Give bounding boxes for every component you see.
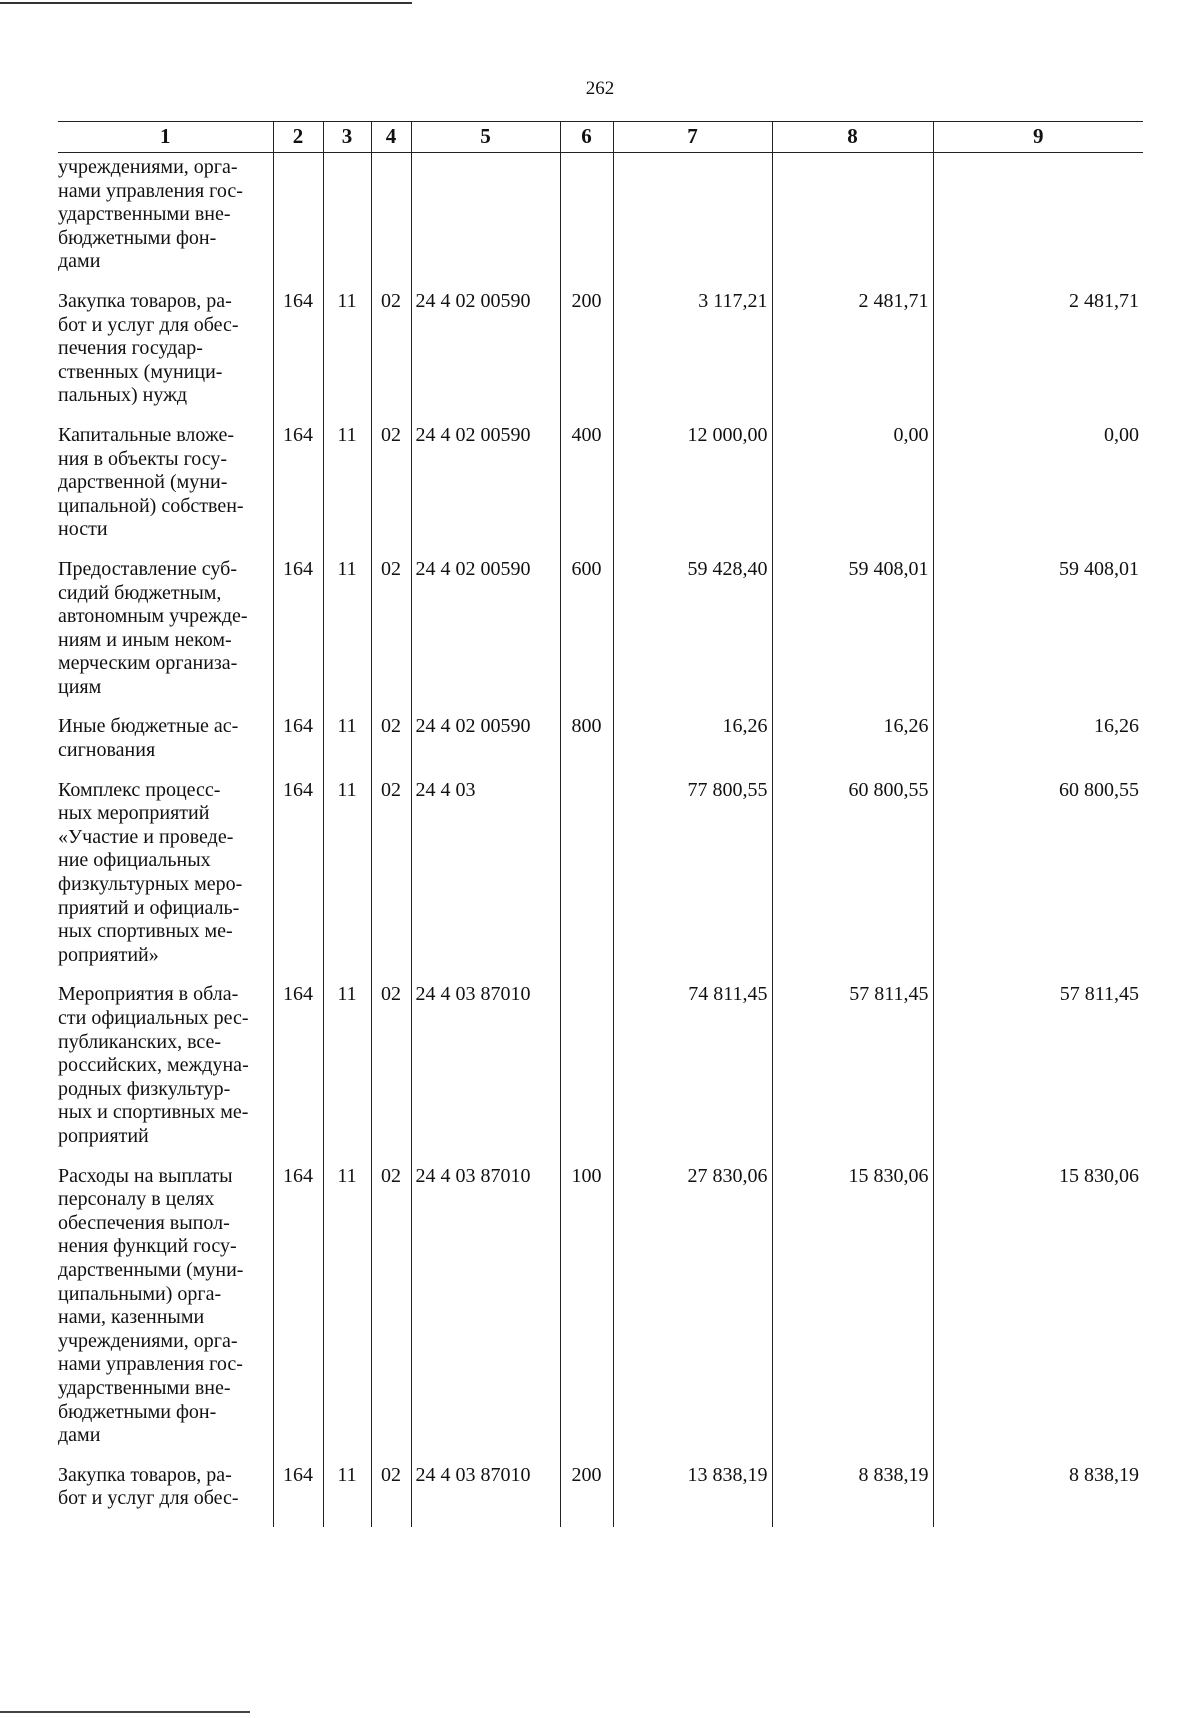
table-row (58, 715, 1143, 778)
table-row (58, 1165, 1143, 1464)
row-name-line: роприятий» (58, 943, 159, 966)
row-name-line: ципальной) собствен- (58, 494, 244, 517)
column-header: 5 (411, 122, 560, 153)
row-name-line: ных мероприятий (58, 802, 210, 825)
row-name-line: дарственной (муни- (58, 471, 228, 494)
row-name-line: дарственными (муни- (58, 1258, 244, 1281)
row-name-line: приятий и официаль- (58, 896, 240, 919)
amount-col9-cell: 16,26 (933, 715, 1143, 778)
row-name-line: Комплекс процесс- (58, 778, 221, 801)
table-row (58, 983, 1143, 1164)
column-header: 8 (772, 122, 933, 153)
row-name-line: ципальными) орга- (58, 1282, 222, 1305)
row-name-line: нами управления гос- (58, 1353, 243, 1376)
table-row (58, 153, 1143, 290)
amount-col8-cell: 16,26 (772, 715, 933, 778)
expense-type-cell: 200 (560, 1464, 613, 1527)
row-name-line: Расходы на выплаты (58, 1164, 233, 1187)
row-name-cell (58, 558, 273, 716)
budget-code-cell: 164 (273, 779, 323, 984)
scan-edge-line-top (0, 2, 412, 4)
amount-col8-cell: 8 838,19 (772, 1464, 933, 1527)
row-name-line: Предоставление суб- (58, 557, 237, 580)
subsection-code-cell: 02 (371, 779, 411, 984)
table-row (58, 558, 1143, 716)
row-name-cell (58, 424, 273, 558)
amount-col7-cell: 77 800,55 (613, 779, 772, 984)
amount-col9-cell: 15 830,06 (933, 1165, 1143, 1464)
scan-edge-line-bottom (0, 1711, 250, 1713)
subsection-code-cell: 02 (371, 1464, 411, 1527)
section-code-cell: 11 (323, 290, 371, 424)
amount-col8-cell: 15 830,06 (772, 1165, 933, 1464)
row-name-line: Закупка товаров, ра- (58, 1463, 232, 1486)
section-code-cell (323, 153, 371, 290)
budget-code-cell: 164 (273, 424, 323, 558)
amount-col8-cell: 60 800,55 (772, 779, 933, 984)
column-header: 2 (273, 122, 323, 153)
expense-type-cell: 600 (560, 558, 613, 716)
row-name-line: печения государ- (58, 337, 203, 360)
row-name-line: ние официальных (58, 849, 211, 872)
row-name-line: пальных) нужд (58, 384, 188, 407)
row-name-line: Мероприятия в обла- (58, 983, 239, 1006)
row-name-line: дами (58, 250, 101, 273)
subsection-code-cell: 02 (371, 715, 411, 778)
budget-code-cell: 164 (273, 558, 323, 716)
expense-type-cell (560, 779, 613, 984)
row-name-line: ниям и иным неком- (58, 628, 232, 651)
row-name-line: Капитальные вложе- (58, 423, 235, 446)
row-name-line: «Участие и проведе- (58, 825, 234, 848)
amount-col7-cell: 59 428,40 (613, 558, 772, 716)
budget-code-cell: 164 (273, 1165, 323, 1464)
row-name-cell (58, 1165, 273, 1464)
expense-type-cell (560, 983, 613, 1164)
row-name-line: Закупка товаров, ра- (58, 289, 232, 312)
table-row (58, 779, 1143, 984)
row-name-cell (58, 983, 273, 1164)
column-header: 1 (58, 122, 273, 153)
amount-col8-cell: 0,00 (772, 424, 933, 558)
column-header: 3 (323, 122, 371, 153)
budget-code-cell: 164 (273, 1464, 323, 1527)
target-article-cell: 24 4 02 00590 (411, 424, 560, 558)
row-name-line: сигнования (58, 739, 156, 762)
row-name-cell (58, 290, 273, 424)
table-body (58, 153, 1143, 1527)
row-name-line: нами управления гос- (58, 179, 243, 202)
subsection-code-cell: 02 (371, 424, 411, 558)
amount-col9-cell (933, 153, 1143, 290)
budget-code-cell: 164 (273, 715, 323, 778)
column-header: 9 (933, 122, 1143, 153)
row-name-line: физкультурных меро- (58, 873, 243, 896)
row-name-line: нами, казенными (58, 1306, 205, 1329)
amount-col9-cell: 60 800,55 (933, 779, 1143, 984)
table-row (58, 424, 1143, 558)
section-code-cell: 11 (323, 1165, 371, 1464)
amount-col9-cell: 59 408,01 (933, 558, 1143, 716)
row-name-line: учреждениями, орга- (58, 156, 238, 178)
section-code-cell: 11 (323, 424, 371, 558)
section-code-cell: 11 (323, 779, 371, 984)
subsection-code-cell: 02 (371, 983, 411, 1164)
amount-col9-cell: 8 838,19 (933, 1464, 1143, 1527)
row-name-line: ударственными вне- (58, 1376, 231, 1399)
row-name-line: мерческим организа- (58, 652, 238, 675)
amount-col7-cell: 16,26 (613, 715, 772, 778)
row-name-line: бюджетными фон- (58, 1400, 217, 1423)
amount-col9-cell: 2 481,71 (933, 290, 1143, 424)
row-name-cell (58, 153, 273, 290)
amount-col8-cell: 2 481,71 (772, 290, 933, 424)
amount-col7-cell: 74 811,45 (613, 983, 772, 1164)
row-name-line: нения функций госу- (58, 1235, 237, 1258)
section-code-cell: 11 (323, 558, 371, 716)
amount-col9-cell: 57 811,45 (933, 983, 1143, 1164)
row-name-line: ных и спортивных ме- (58, 1101, 249, 1124)
amount-col8-cell: 57 811,45 (772, 983, 933, 1164)
amount-col8-cell (772, 153, 933, 290)
section-code-cell: 11 (323, 715, 371, 778)
table-header-row (58, 122, 1143, 153)
subsection-code-cell: 02 (371, 558, 411, 716)
row-name-line: автономным учрежде- (58, 605, 248, 628)
amount-col7-cell (613, 153, 772, 290)
amount-col7-cell: 12 000,00 (613, 424, 772, 558)
target-article-cell (411, 153, 560, 290)
row-name-line: ственных (муници- (58, 360, 223, 383)
amount-col9-cell: 0,00 (933, 424, 1143, 558)
amount-col7-cell: 3 117,21 (613, 290, 772, 424)
table-row (58, 1464, 1143, 1527)
target-article-cell: 24 4 03 87010 (411, 1165, 560, 1464)
column-header: 4 (371, 122, 411, 153)
amount-col8-cell: 59 408,01 (772, 558, 933, 716)
budget-code-cell: 164 (273, 290, 323, 424)
budget-code-cell (273, 153, 323, 290)
row-name-line: сидий бюджетным, (58, 581, 222, 604)
row-name-line: бот и услуг для обес- (58, 313, 239, 336)
table-row (58, 290, 1143, 424)
expense-type-cell: 200 (560, 290, 613, 424)
expense-type-cell: 100 (560, 1165, 613, 1464)
expense-type-cell: 400 (560, 424, 613, 558)
subsection-code-cell: 02 (371, 1165, 411, 1464)
budget-code-cell: 164 (273, 983, 323, 1164)
row-name-cell (58, 715, 273, 778)
row-name-line: учреждениями, орга- (58, 1329, 238, 1352)
row-name-line: Иные бюджетные ас- (58, 715, 239, 738)
target-article-cell: 24 4 03 (411, 779, 560, 984)
subsection-code-cell (371, 153, 411, 290)
row-name-line: ных спортивных ме- (58, 920, 233, 943)
row-name-line: российских, междуна- (58, 1054, 249, 1077)
column-header: 7 (613, 122, 772, 153)
row-name-line: циям (58, 675, 102, 698)
column-header: 6 (560, 122, 613, 153)
budget-table (58, 121, 1143, 1527)
row-name-line: родных физкультур- (58, 1077, 231, 1100)
expense-type-cell (560, 153, 613, 290)
row-name-cell (58, 779, 273, 984)
row-name-line: сти официальных рес- (58, 1007, 249, 1029)
row-name-cell (58, 1464, 273, 1527)
row-name-line: дами (58, 1424, 101, 1447)
row-name-line: публиканских, все- (58, 1030, 222, 1053)
target-article-cell: 24 4 03 87010 (411, 1464, 560, 1527)
row-name-line: ности (58, 518, 108, 541)
amount-col7-cell: 13 838,19 (613, 1464, 772, 1527)
subsection-code-cell: 02 (371, 290, 411, 424)
row-name-line: ния в объекты госу- (58, 447, 228, 470)
row-name-line: бюджетными фон- (58, 226, 217, 249)
page-number: 262 (585, 78, 615, 99)
row-name-line: обеспечения выпол- (58, 1211, 230, 1234)
section-code-cell: 11 (323, 983, 371, 1164)
target-article-cell: 24 4 03 87010 (411, 983, 560, 1164)
row-name-line: роприятий (58, 1124, 149, 1147)
target-article-cell: 24 4 02 00590 (411, 290, 560, 424)
target-article-cell: 24 4 02 00590 (411, 715, 560, 778)
row-name-line: бот и услуг для обес- (58, 1487, 239, 1510)
row-name-line: ударственными вне- (58, 203, 231, 226)
row-name-line: персоналу в целях (58, 1188, 215, 1211)
amount-col7-cell: 27 830,06 (613, 1165, 772, 1464)
expense-type-cell: 800 (560, 715, 613, 778)
section-code-cell: 11 (323, 1464, 371, 1527)
target-article-cell: 24 4 02 00590 (411, 558, 560, 716)
